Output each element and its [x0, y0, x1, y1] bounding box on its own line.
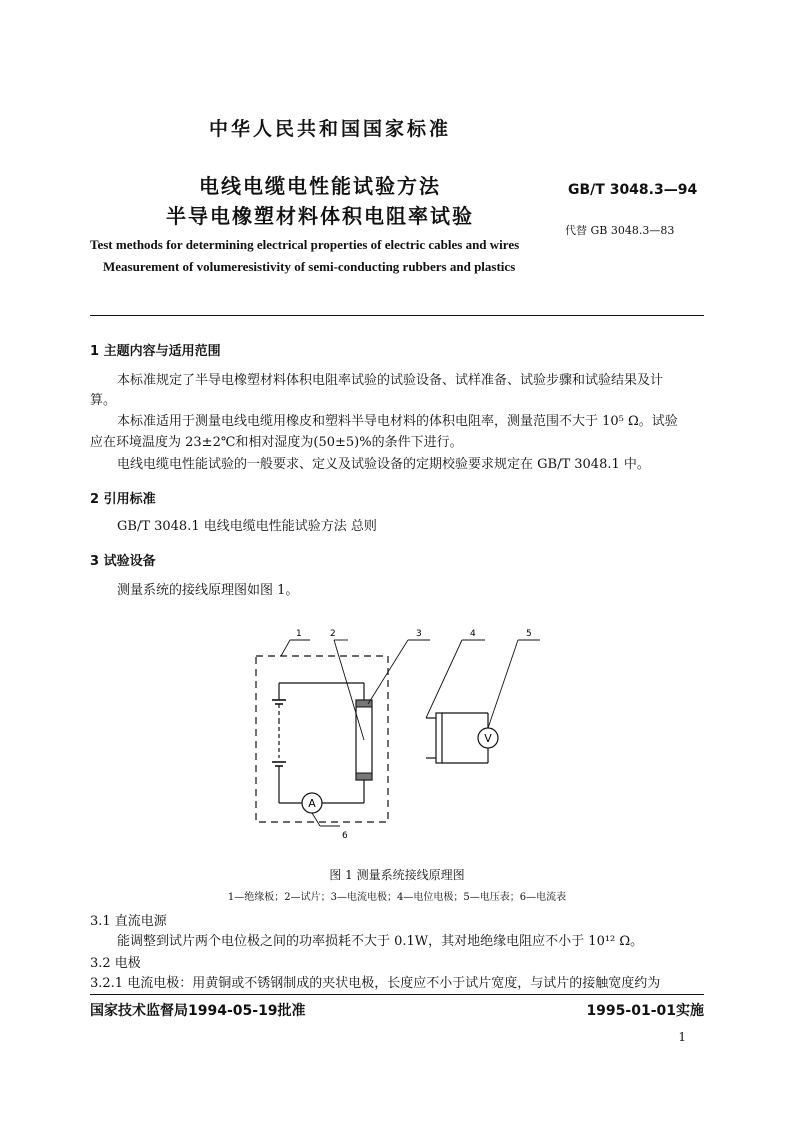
section-1-title: 1 主题内容与适用范围 [90, 344, 221, 359]
figure-legend: 1—绝缘板；2—试片；3—电流电极；4—电位电极；5—电压表；6—电流表 [227, 892, 567, 903]
figure-label-3: 3 [416, 629, 422, 639]
section-3-para-1: 测量系统的接线原理图如图 1。 [117, 583, 299, 598]
national-standard-heading: 中华人民共和国国家标准 [208, 118, 451, 140]
title-zh-line-1: 电线电缆电性能试验方法 [199, 174, 441, 198]
section-1-para-2-line-2: 应在环境温度为 23±2℃和相对湿度为(50±5)%的条件下进行。 [90, 435, 463, 450]
figure-label-4: 4 [470, 629, 476, 639]
section-1-para-2-line-1: 本标准适用于测量电线电缆用橡皮和塑料半导电材料的体积电阻率，测量范围不大于 10⁵ Ω。试验 [117, 414, 678, 429]
title-en-line-2: Measurement of volumeresistivity of semi-conducting rubbers and plastics [103, 259, 516, 274]
subsection-3-2-1-text: 3.2.1 电流电极：用黄铜或不锈钢制成的夹状电极，长度应不小于试片宽度，与试片的接触宽度约为 [90, 976, 661, 991]
footer-rule [90, 994, 704, 995]
leader-line-5 [488, 640, 518, 728]
leader-line-1 [281, 640, 290, 656]
leader-line-6 [312, 813, 320, 826]
page-number: 1 [678, 1030, 686, 1044]
title-en-line-1: Test methods for determining electrical properties of electric cables and wires [90, 237, 520, 252]
potential-electrode [436, 713, 442, 763]
figure-label-5: 5 [526, 629, 532, 639]
section-1-para-1-line-2: 算。 [90, 393, 117, 408]
section-1-para-1-line-1: 本标准规定了半导电橡塑材料体积电阻率试验的试验设备、试样准备、试验步骤和试验结果及计 [117, 373, 664, 388]
implementation-date: 1995-01-01实施 [586, 1003, 704, 1019]
voltmeter-symbol: V [484, 732, 492, 745]
approval-info: 国家技术监督局1994-05-19批准 [90, 1003, 306, 1019]
section-3-title: 3 试验设备 [90, 554, 156, 569]
replaces-standard: 代替 GB 3048.3—83 [565, 224, 675, 237]
standard-number: GB/T 3048.3—94 [568, 182, 698, 198]
header-rule [90, 315, 704, 316]
subsection-3-1-title: 3.1 直流电源 [90, 914, 167, 929]
leader-line-2 [334, 640, 364, 740]
wiring-diagram [0, 620, 794, 860]
subsection-3-2-title: 3.2 电极 [90, 956, 141, 971]
leader-line-4 [426, 640, 462, 718]
subsection-3-1-text: 能调整到试片两个电位极之间的功率损耗不大于 0.1W，其对地绝缘电阻应不小于 10¹² Ω。 [117, 934, 644, 949]
figure-label-6: 6 [342, 831, 348, 841]
figure-label-1: 1 [296, 629, 302, 639]
section-1-para-3: 电线电缆电性能试验的一般要求、定义及试验设备的定期校验要求规定在 GB/T 3048.1 中。 [117, 457, 650, 472]
section-2-reference: GB/T 3048.1 电线电缆电性能试验方法 总则 [117, 519, 377, 534]
figure-caption: 图 1 测量系统接线原理图 [329, 868, 465, 882]
section-2-title: 2 引用标准 [90, 492, 156, 507]
figure-label-2: 2 [330, 629, 336, 639]
title-zh-line-2: 半导电橡塑材料体积电阻率试验 [166, 204, 474, 228]
current-electrode-bottom [356, 773, 372, 780]
ammeter-symbol: A [308, 797, 316, 810]
